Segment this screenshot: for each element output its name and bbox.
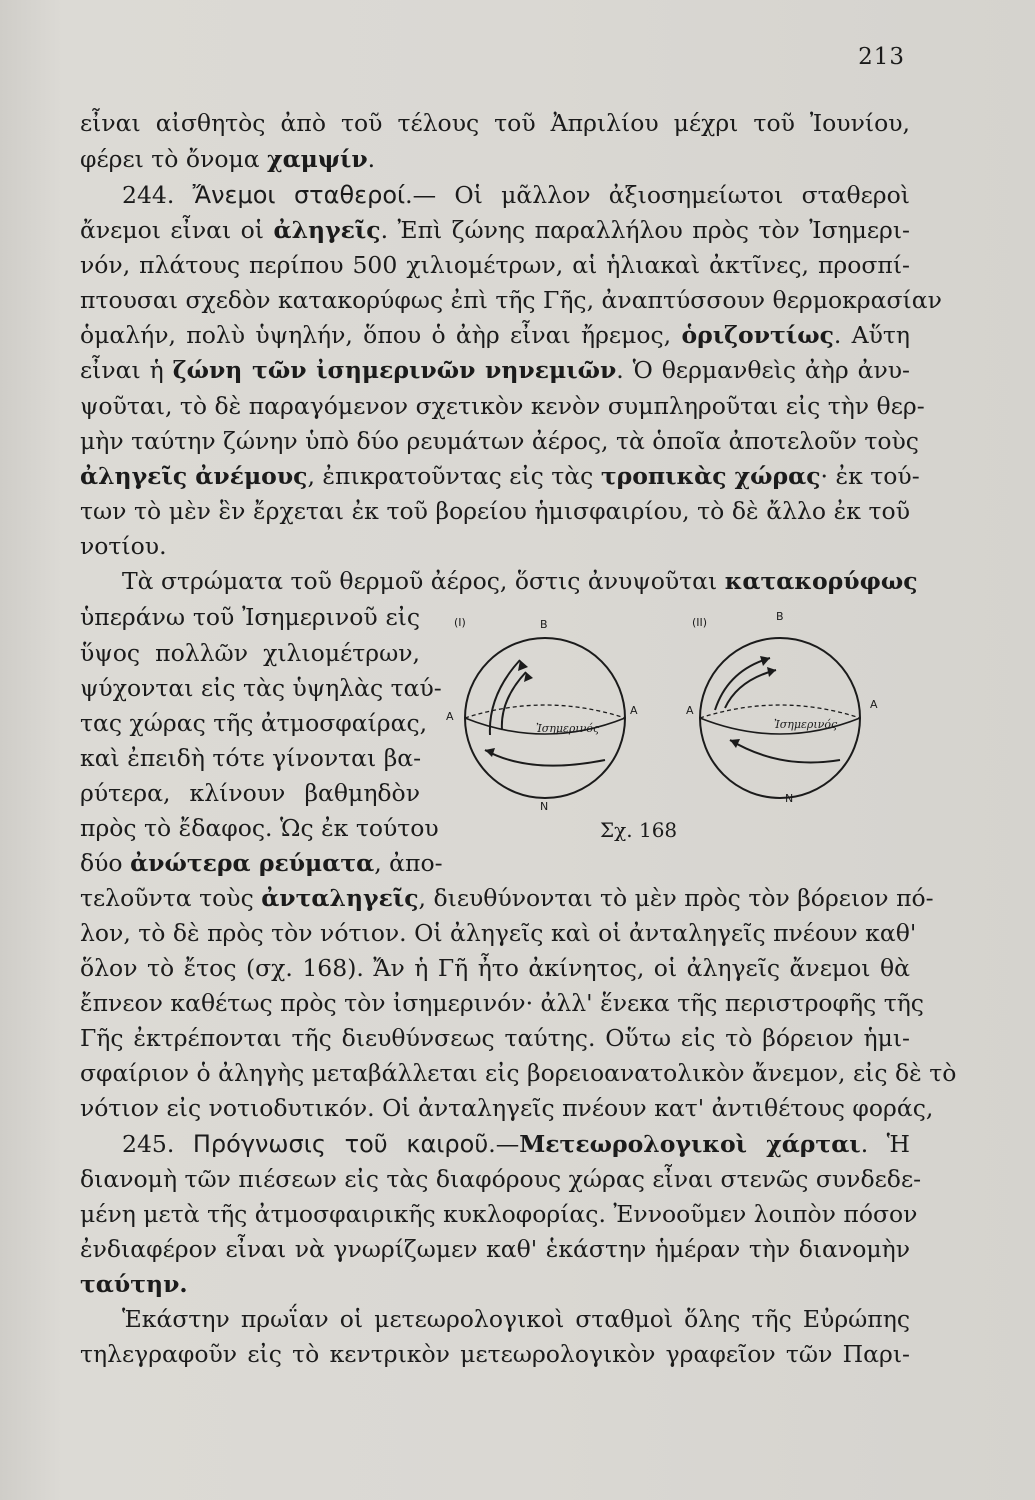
- section-heading-244: 244. Ἄνεμοι σταθεροί.— Οἱ μᾶλλον ἀξιοσημείωτοι σταθεροὶ: [122, 181, 910, 209]
- text-line: τας χώρας τῆς ἀτμοσφαίρας,: [80, 709, 428, 737]
- text-line: ἀληγεῖς ἀνέμους, ἐπικρατοῦντας εἰς τὰς τροπικὰς χώρας· ἐκ τού-: [80, 462, 920, 490]
- figure-label-i: (I): [454, 616, 466, 629]
- text-line: πρὸς τὸ ἔδαφος. Ὡς ἐκ τούτου: [80, 814, 439, 842]
- text-line: εἶναι ἡ ζώνη τῶν ἰσημερινῶν νηνεμιῶν. Ὁ θερμανθεὶς ἀὴρ ἀνυ-: [80, 356, 910, 384]
- text-line: πτουσαι σχεδὸν κατακορύφως ἐπὶ τῆς Γῆς, ἀναπτύσσουν θερμοκρασίαν: [80, 286, 942, 314]
- south-label: N: [540, 800, 549, 813]
- text-line: σφαίριον ὁ ἀληγὴς μεταβάλλεται εἰς βορειοανατολικὸν ἄνεμον, εἰς δὲ τὸ: [80, 1059, 957, 1087]
- text-line: λον, τὸ δὲ πρὸς τὸν νότιον. Οἱ ἀληγεῖς καὶ οἱ ἀνταληγεῖς πνέουν καθ': [80, 919, 917, 947]
- text-line: ὕψος πολλῶν χιλιομέτρων,: [80, 639, 420, 667]
- text-line: μὴν ταύτην ζώνην ὑπὸ δύο ρευμάτων ἀέρος, τὰ ὁποῖα ἀποτελοῦν τοὺς: [80, 427, 919, 455]
- section-heading-245: 245. Πρόγνωσις τοῦ καιροῦ.—Μετεωρολογικοὶ χάρται. Ἡ: [122, 1130, 911, 1158]
- text-line: τηλεγραφοῦν εἰς τὸ κεντρικὸν μετεωρολογικὸν γραφεῖον τῶν Παρι-: [80, 1340, 910, 1368]
- north-label: B: [776, 610, 784, 623]
- text-line: καὶ ἐπειδὴ τότε γίνονται βα-: [80, 744, 422, 772]
- equator-label: Ἰσημερινός: [536, 722, 600, 735]
- text-line: των τὸ μὲν ἓν ἔρχεται ἐκ τοῦ βορείου ἡμισφαιρίου, τὸ δὲ ἄλλο ἐκ τοῦ: [80, 497, 910, 525]
- north-label: B: [540, 618, 548, 631]
- text-line: φέρει τὸ ὄνομα χαμψίν.: [80, 145, 376, 173]
- text-line: Τὰ στρώματα τοῦ θερμοῦ ἀέρος, ὅστις ἀνυψοῦται κατακορύφως: [122, 567, 918, 595]
- text-line: ἄνεμοι εἶναι οἱ ἀληγεῖς. Ἐπὶ ζώνης παραλλήλου πρὸς τὸν Ἰσημερι-: [80, 216, 910, 244]
- page-number: 213: [858, 44, 905, 70]
- text-line: εἶναι αἰσθητὸς ἀπὸ τοῦ τέλους τοῦ Ἀπριλίου μέχρι τοῦ Ἰουνίου,: [80, 109, 910, 137]
- text-line: ὁμαλήν, πολὺ ὑψηλήν, ὅπου ὁ ἀὴρ εἶναι ἤρεμος, ὁριζοντίως. Αὕτη: [80, 321, 910, 349]
- west-label: A: [686, 704, 694, 717]
- text-line: νότιον εἰς νοτιοδυτικόν. Οἱ ἀνταληγεῖς πνέουν κατ' ἀντιθέτους φοράς,: [80, 1094, 934, 1122]
- text-line: μένη μετὰ τῆς ἀτμοσφαιρικῆς κυκλοφορίας. Ἐννοοῦμεν λοιπὸν πόσον: [80, 1200, 918, 1228]
- text-line: νόν, πλάτους περίπου 500 χιλιομέτρων, αἱ ἡλιακαὶ ἀκτῖνες, προσπί-: [80, 251, 910, 279]
- text-line: Γῆς ἐκτρέπονται τῆς διευθύνσεως ταύτης. Οὕτω εἰς τὸ βόρειον ἡμι-: [80, 1024, 910, 1052]
- text-line: ψύχονται εἰς τὰς ὑψηλὰς ταύ-: [80, 674, 442, 702]
- text-line: δύο ἀνώτερα ρεύματα, ἀπο-: [80, 849, 443, 877]
- text-line: ἔπνεον καθέτως πρὸς τὸν ἰσημερινόν· ἀλλ' ἕνεκα τῆς περιστροφῆς τῆς: [80, 989, 924, 1017]
- text-line: ὑπεράνω τοῦ Ἰσημερινοῦ εἰς: [80, 603, 420, 631]
- west-label: A: [446, 710, 454, 723]
- globe-diagrams: [440, 600, 910, 850]
- figure-label-ii: (II): [692, 616, 708, 629]
- text-line: διανομὴ τῶν πιέσεων εἰς τὰς διαφόρους χώρας εἶναι στενῶς συνδεδε-: [80, 1165, 922, 1193]
- text-line: ρύτερα, κλίνουν βαθμηδὸν: [80, 779, 420, 807]
- equator-label: Ἰσημερινός: [774, 718, 838, 731]
- text-line: ψοῦται, τὸ δὲ παραγόμενον σχετικὸν κενὸν συμπληροῦται εἰς τὴν θερ-: [80, 392, 925, 420]
- east-label: A: [870, 698, 878, 711]
- text-line: τελοῦντα τοὺς ἀνταληγεῖς, διευθύνονται τὸ μὲν πρὸς τὸν βόρειον πό-: [80, 884, 934, 912]
- figure-caption: Σχ. 168: [600, 818, 678, 842]
- text-line: ὅλον τὸ ἔτος (σχ. 168). Ἄν ἡ Γῆ ἦτο ἀκίνητος, οἱ ἀληγεῖς ἄνεμοι θὰ: [80, 954, 910, 982]
- text-line: νοτίου.: [80, 532, 167, 560]
- south-label: N: [785, 792, 794, 805]
- figure-168: [440, 600, 910, 850]
- east-label: A: [630, 704, 638, 717]
- text-line: ταύτην.: [80, 1270, 188, 1298]
- text-line: Ἑκάστην πρωΐαν οἱ μετεωρολογικοὶ σταθμοὶ ὅλης τῆς Εὐρώπης: [122, 1305, 910, 1333]
- text-line: ἐνδιαφέρον εἶναι νὰ γνωρίζωμεν καθ' ἑκάστην ἡμέραν τὴν διανομὴν: [80, 1235, 910, 1263]
